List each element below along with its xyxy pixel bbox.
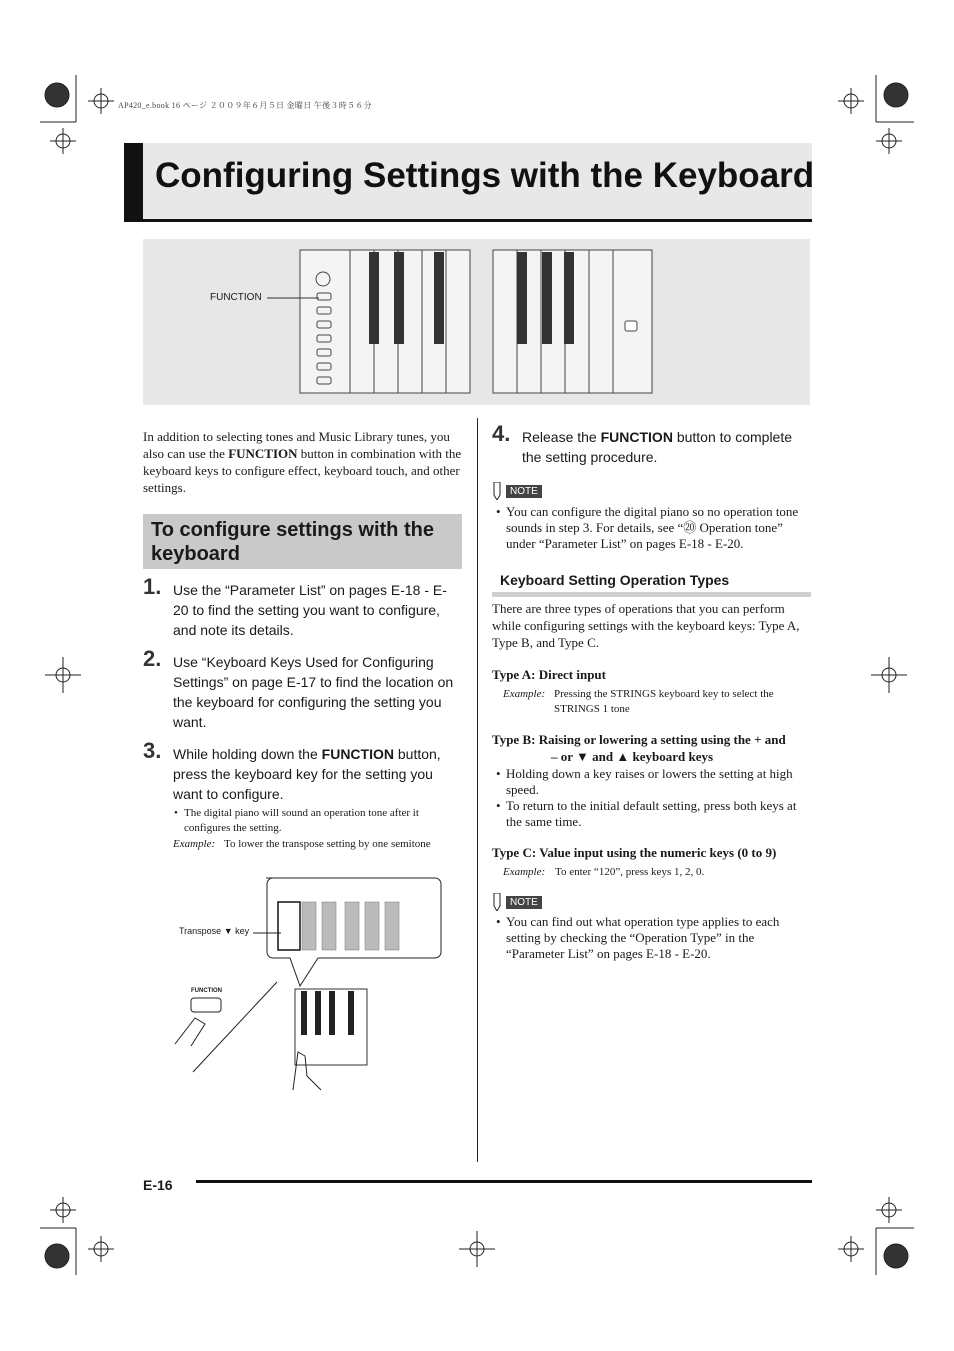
step-3-number: 3. [143,738,162,763]
note-1-label: NOTE [506,485,542,498]
print-header: AP420_e.book 16 ページ ２００９年６月５日 金曜日 午後３時５６分 [118,101,372,110]
type-b-bullet: • To return to the initial default setting, press both keys at the same time. [492,798,811,830]
keyboard-types-heading: Keyboard Setting Operation Types [500,572,730,588]
note-2-badge [492,893,542,911]
keyboard-types-intro: There are three types of operations that you can perform while configuring settings with the keyboard keys: Type A, Type B, and Type C. [492,601,800,650]
keyboard-panel-drawing [143,239,810,405]
column-divider [477,418,478,1162]
transpose-figure [165,876,445,1098]
step-2-number: 2. [143,646,162,671]
type-c-example-label: Example: [503,866,546,878]
step-3-note-bullet: • The digital piano will sound an operation tone after it configures the setting. [170,806,462,836]
step-4-text: Release the FUNCTION button to complete the setting procedure. [522,429,793,465]
type-a-example-text: Pressing the STRINGS keyboard key to select the STRINGS 1 tone [554,688,774,715]
step-3-text: While holding down the FUNCTION button, press the keyboard key for the setting you want to configure. [173,746,441,802]
step-3-note [170,806,462,836]
note-1-bullet: • You can configure the digital piano so no operation tone sounds in step 3. For details, see “⑳ Operation tone” under “Parameter List” on pages E-18 - E-20. [492,504,811,552]
type-b-heading-line2: – or ▼ and ▲ keyboard keys [551,749,714,764]
step-1-number: 1. [143,574,162,599]
note-2-list [492,914,811,962]
type-a-heading: Type A: Direct input [492,667,606,682]
step-1-text: Use the “Parameter List” on pages E-18 - E-20 to find the setting you want to configure, and note its details. [173,582,447,638]
step-2-text: Use “Keyboard Keys Used for Configuring Settings” on page E-17 to find the location on the keyboard for configuring the setting you want. [173,654,454,730]
note-1-badge [492,482,542,500]
transpose-key-label: Transpose ▼ key [179,926,250,936]
title-accent [124,143,143,219]
type-b-bullet: • Holding down a key raises or lowers the setting at high speed. [492,766,811,798]
note-pencil-icon [492,893,502,911]
page-title: Configuring Settings with the Keyboard [155,156,815,195]
example-text: To lower the transpose setting by one semitone [224,838,431,850]
figure-function-label: FUNCTION [191,988,222,994]
type-b-heading-line1: Type B: Raising or lowering a setting using the + and [492,732,786,747]
type-c-heading: Type C: Value input using the numeric keys (0 to 9) [492,845,777,860]
keyboard-illustration [143,239,810,405]
function-callout-label: FUNCTION [210,292,262,303]
example-label: Example: [173,838,216,850]
subhead-rule [492,592,811,597]
note-pencil-icon [492,482,502,500]
note-2-bullet: • You can find out what operation type applies to each setting by checking the “Operation Type” in the “Parameter List” on pages E-18 - E-20. [492,914,811,962]
type-c-example-text: To enter “120”, press keys 1, 2, 0. [555,866,705,878]
footer-rule [196,1180,812,1183]
type-b-list [492,766,811,830]
intro-paragraph: In addition to selecting tones and Music Library tunes, you also can use the FUNCTION button in combination with the keyboard keys to configure effect, keyboard touch, and other settings. [143,429,462,495]
section-heading: To configure settings with the keyboard [151,519,434,565]
step-4-number: 4. [492,421,511,446]
note-1-list [492,504,811,552]
page-number: E-16 [143,1177,173,1193]
type-a-example-label: Example: [503,688,546,700]
note-2-label: NOTE [506,896,542,909]
